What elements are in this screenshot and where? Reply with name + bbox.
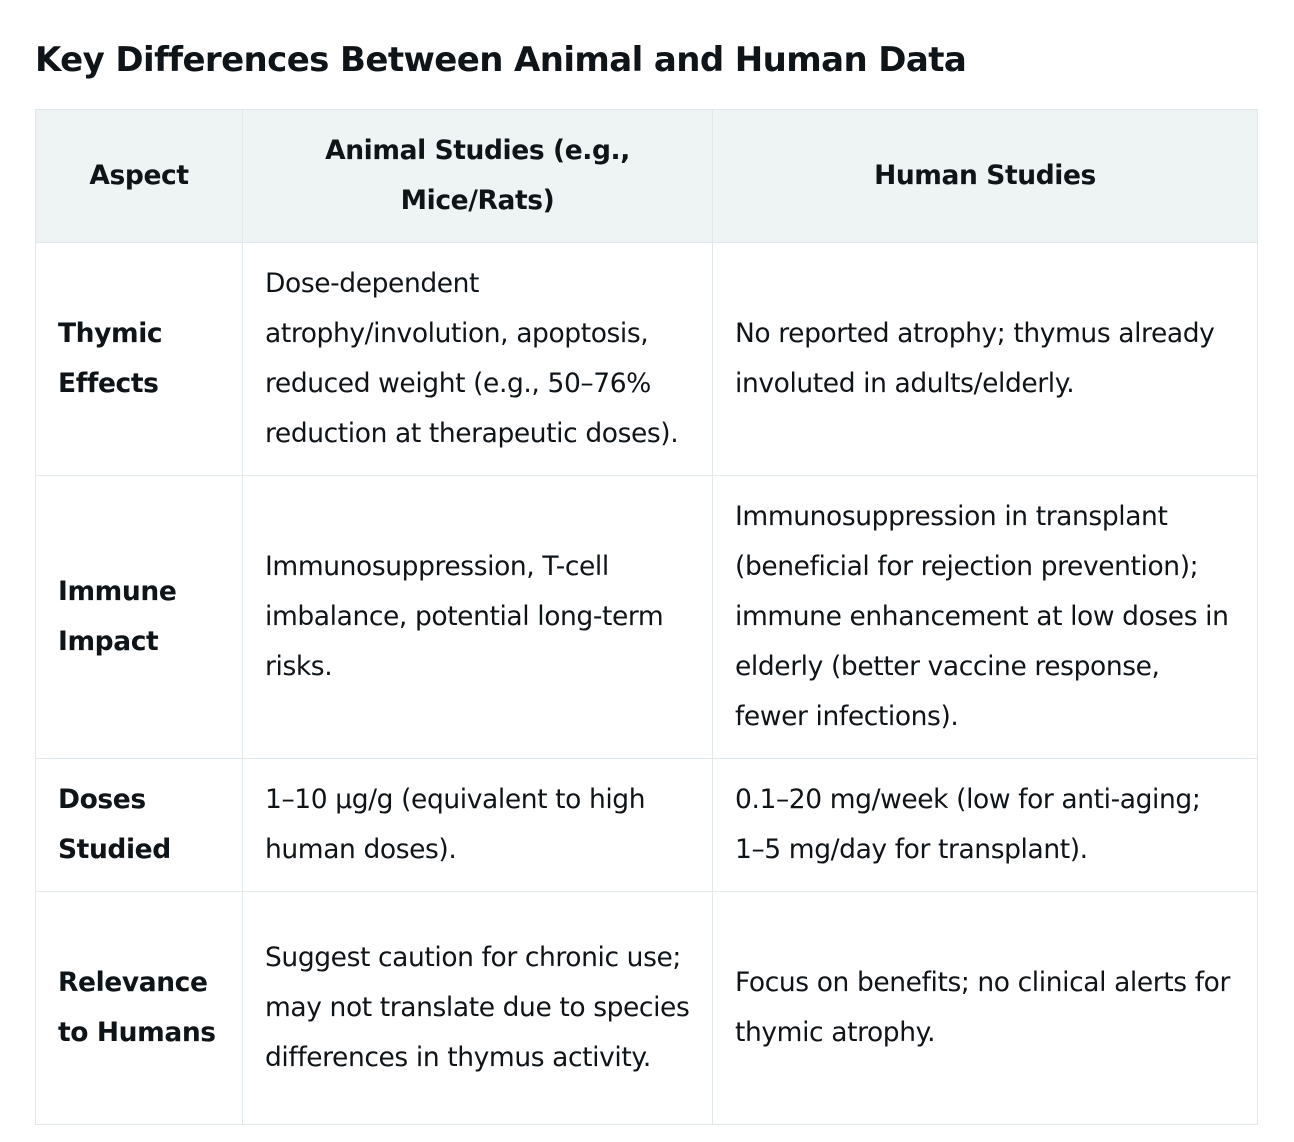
animal-studies-cell: Suggest caution for chronic use; may not translate due to species differences in thymus activity. bbox=[243, 892, 713, 1125]
row-aspect-cell: Immune Impact bbox=[36, 476, 243, 759]
table-header bbox=[36, 110, 1258, 243]
animal-studies-cell: 1–10 μg/g (equivalent to high human doses). bbox=[243, 759, 713, 892]
section-heading: Key Differences Between Animal and Human Data bbox=[35, 40, 967, 80]
table-row bbox=[36, 759, 1258, 892]
comparison-table bbox=[35, 109, 1258, 1125]
animal-studies-cell: Immunosuppression, T-cell imbalance, potential long-term risks. bbox=[243, 476, 713, 759]
header-row bbox=[36, 110, 1258, 243]
column-header-animal-studies: Animal Studies (e.g., Mice/Rats) bbox=[243, 110, 713, 243]
column-header-aspect: Aspect bbox=[36, 110, 243, 243]
table-body bbox=[36, 243, 1258, 1125]
human-studies-cell: Immunosuppression in transplant (beneficial for rejection prevention); immune enhancement at low doses in elderly (better vaccine response, fewer infections). bbox=[713, 476, 1258, 759]
table-row bbox=[36, 892, 1258, 1125]
table-row bbox=[36, 243, 1258, 476]
animal-studies-cell: Dose-dependent atrophy/involution, apoptosis, reduced weight (e.g., 50–76% reduction at therapeutic doses). bbox=[243, 243, 713, 476]
column-header-human-studies: Human Studies bbox=[713, 110, 1258, 243]
row-aspect-cell: Thymic Effects bbox=[36, 243, 243, 476]
human-studies-cell: 0.1–20 mg/week (low for anti-aging; 1–5 mg/day for transplant). bbox=[713, 759, 1258, 892]
human-studies-cell: Focus on benefits; no clinical alerts for thymic atrophy. bbox=[713, 892, 1258, 1125]
row-aspect-cell: Doses Studied bbox=[36, 759, 243, 892]
human-studies-cell: No reported atrophy; thymus already involuted in adults/elderly. bbox=[713, 243, 1258, 476]
row-aspect-cell: Relevance to Humans bbox=[36, 892, 243, 1125]
table-row bbox=[36, 476, 1258, 759]
